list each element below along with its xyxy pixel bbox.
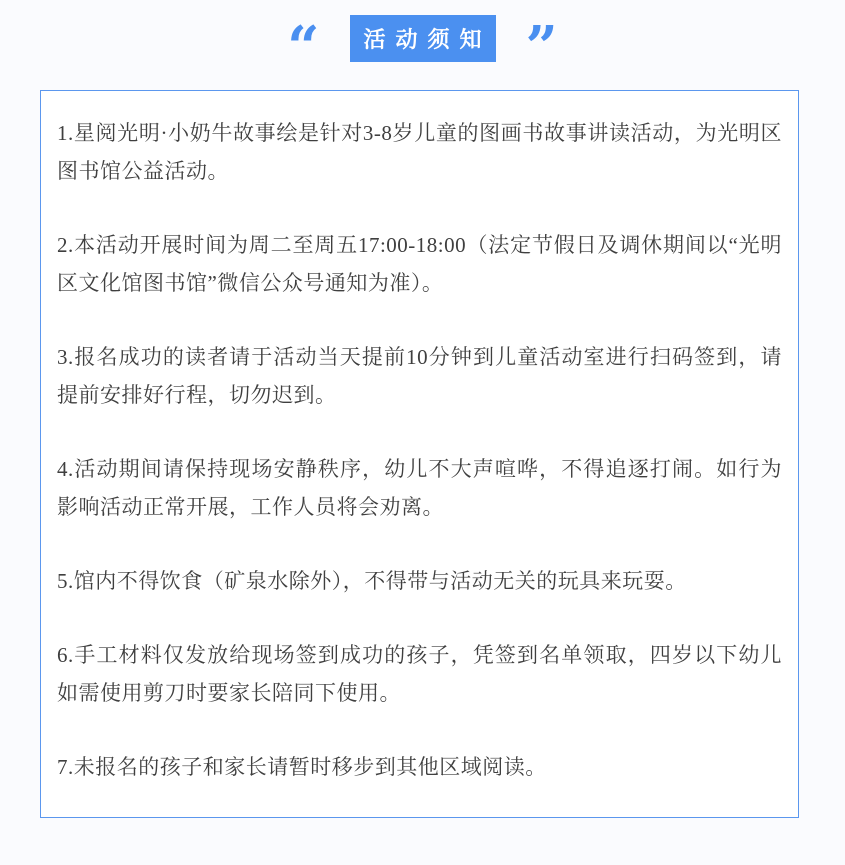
open-quote-icon: “ bbox=[287, 14, 320, 80]
notice-item-2: 2.本活动开展时间为周二至周五17:00-18:00（法定节假日及调休期间以“光明区文化馆图书馆”微信公众号通知为准）。 bbox=[57, 233, 782, 295]
close-quote-icon: ” bbox=[525, 14, 558, 80]
notice-item-3: 3.报名成功的读者请于活动当天提前10分钟到儿童活动室进行扫码签到，请提前安排好行程，切勿迟到。 bbox=[57, 345, 782, 407]
notice-panel bbox=[40, 90, 799, 818]
page-title: 活动须知 bbox=[363, 27, 492, 52]
notice-item-6: 6.手工材料仅发放给现场签到成功的孩子，凭签到名单领取，四岁以下幼儿如需使用剪刀时要家长陪同下使用。 bbox=[57, 643, 782, 705]
notice-item-1: 1.星阅光明·小奶牛故事绘是针对3-8岁儿童的图画书故事讲读活动，为光明区图书馆公益活动。 bbox=[57, 121, 782, 183]
notice-item-5: 5.馆内不得饮食（矿泉水除外），不得带与活动无关的玩具来玩耍。 bbox=[57, 569, 687, 593]
section-title-badge bbox=[350, 15, 496, 62]
page-header bbox=[0, 0, 845, 80]
notice-item-4: 4.活动期间请保持现场安静秩序，幼儿不大声喧哗，不得追逐打闹。如行为影响活动正常开展，工作人员将会劝离。 bbox=[57, 457, 782, 519]
notice-item-7: 7.未报名的孩子和家长请暂时移步到其他区域阅读。 bbox=[57, 755, 547, 779]
